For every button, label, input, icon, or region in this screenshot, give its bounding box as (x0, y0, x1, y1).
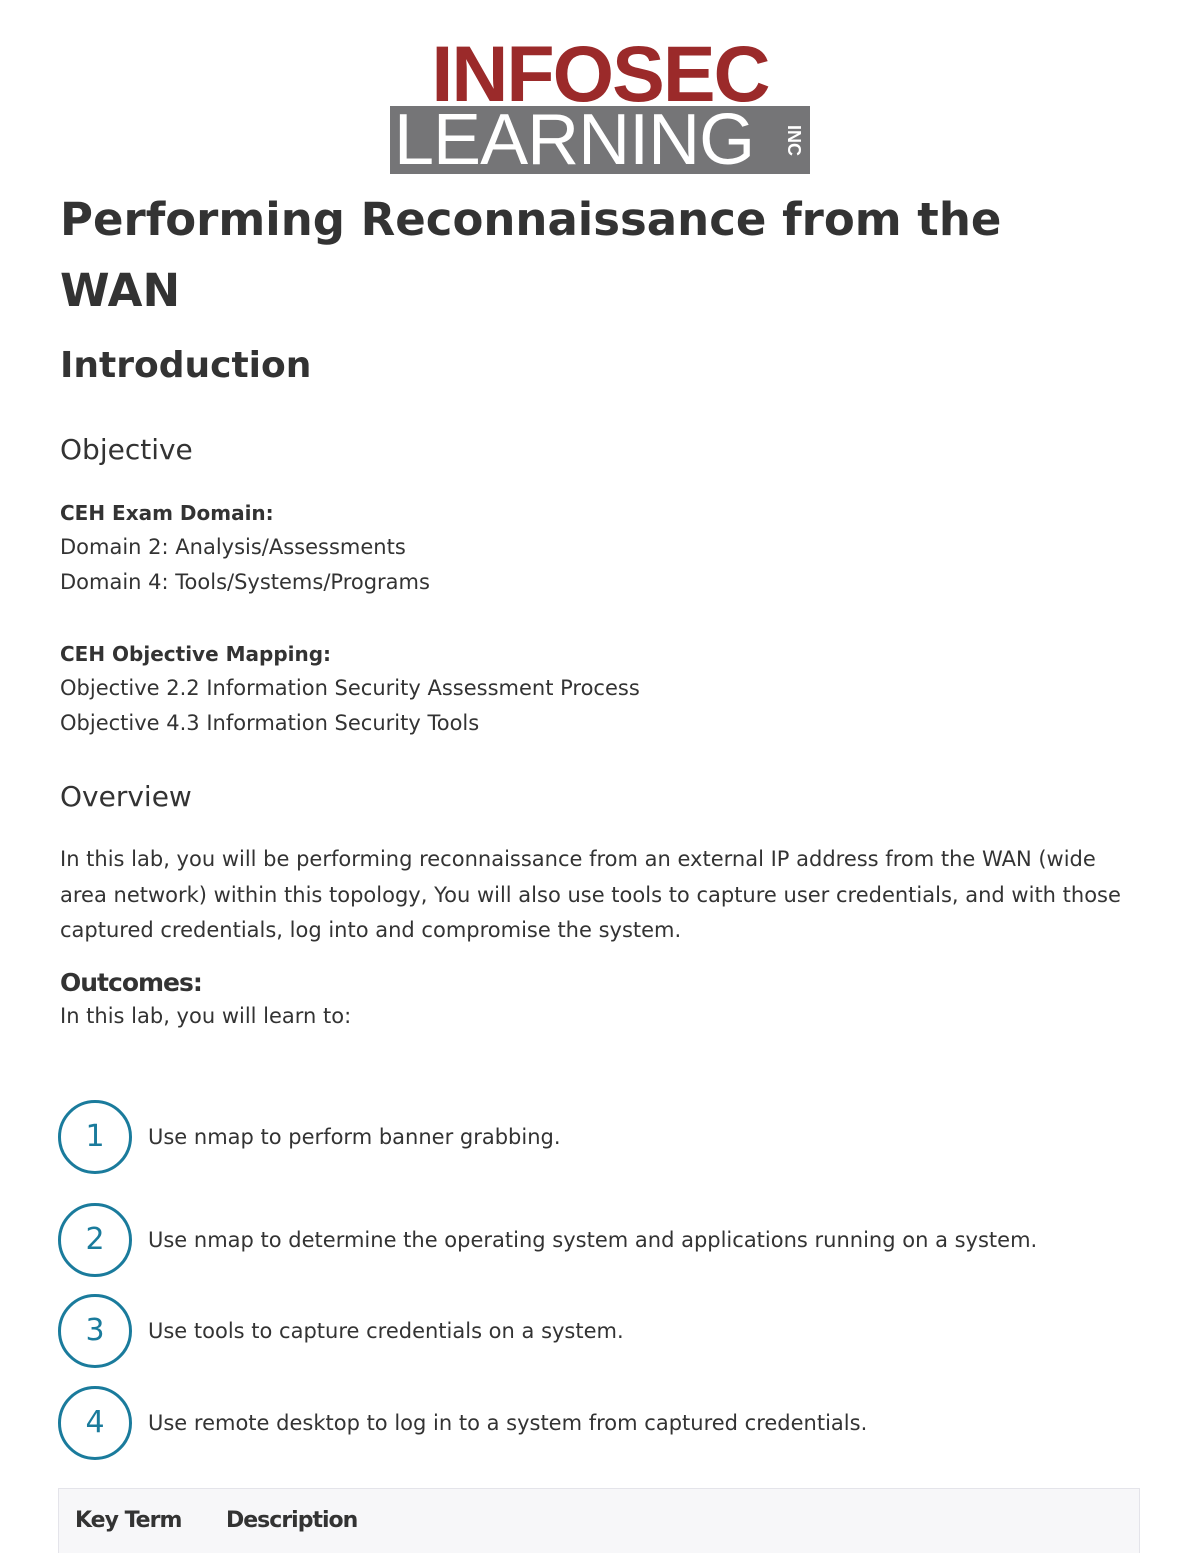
objective-mapping-label: CEH Objective Mapping: (60, 642, 332, 666)
overview-heading: Overview (60, 780, 192, 813)
page-title: Performing Reconnaissance from the WAN (60, 193, 1002, 317)
outcome-number-badge: 2 (58, 1203, 132, 1277)
exam-domain-item: Domain 4: Tools/Systems/Programs (60, 570, 430, 594)
outcome-item (58, 1386, 1158, 1460)
outcome-item (58, 1100, 1158, 1174)
exam-domain-label: CEH Exam Domain: (60, 501, 274, 525)
logo-bottom-band (390, 106, 810, 174)
logo-bottom-word: LEARNING (394, 106, 755, 174)
outcome-text: Use tools to capture credentials on a system. (148, 1319, 624, 1343)
outcome-number-badge: 4 (58, 1386, 132, 1460)
exam-domain-item: Domain 2: Analysis/Assessments (60, 535, 406, 559)
outcome-text: Use remote desktop to log in to a system from captured credentials. (148, 1411, 868, 1435)
logo-suffix: INC (784, 124, 804, 156)
outcome-item (58, 1203, 1158, 1277)
key-terms-table-header (58, 1488, 1140, 1553)
outcome-text: Use nmap to perform banner grabbing. (148, 1125, 561, 1149)
logo-top-word: INFOSEC (390, 42, 810, 106)
outcome-item (58, 1294, 1158, 1368)
outcome-number-badge: 1 (58, 1100, 132, 1174)
outcome-text: Use nmap to determine the operating system and applications running on a system. (148, 1228, 1038, 1252)
column-header-key-term: Key Term (75, 1508, 182, 1533)
overview-paragraph: In this lab, you will be performing reconnaissance from an external IP address from the WAN (wide area network) within this topology, You will also use tools to capture user credentials, and with those captured credentials, log into and compromise the system. (60, 847, 1121, 942)
column-header-description: Description (226, 1508, 358, 1533)
outcomes-heading: Outcomes: (60, 968, 202, 997)
infosec-learning-logo (390, 42, 810, 174)
outcomes-intro: In this lab, you will learn to: (60, 1004, 352, 1028)
objective-mapping-item: Objective 2.2 Information Security Assessment Process (60, 676, 640, 700)
introduction-heading: Introduction (60, 345, 312, 386)
objective-heading: Objective (60, 433, 193, 466)
objective-mapping-item: Objective 4.3 Information Security Tools (60, 711, 480, 735)
outcome-number-badge: 3 (58, 1294, 132, 1368)
